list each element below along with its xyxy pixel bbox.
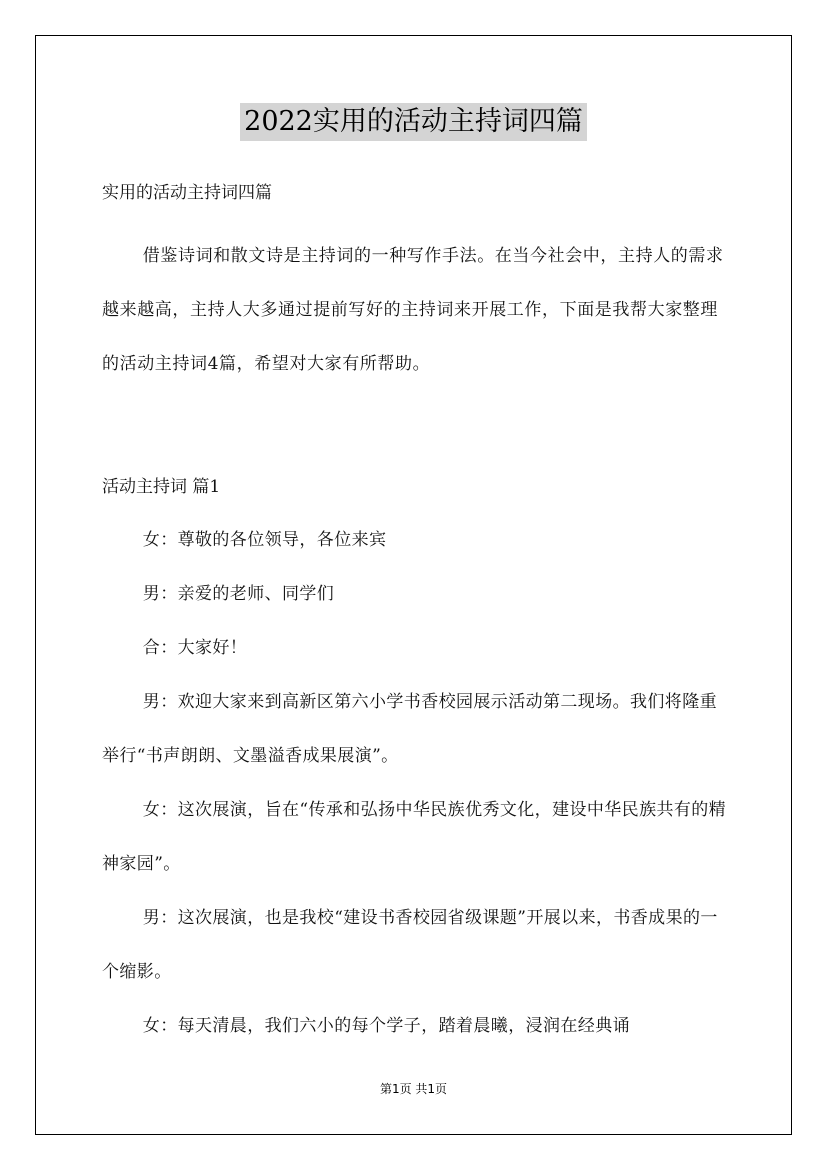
page-number: 第1页 共1页 bbox=[379, 1082, 448, 1096]
document-title: 2022实用的活动主持词四篇 bbox=[240, 103, 587, 141]
intro-paragraph: 借鉴诗词和散文诗是主持词的一种写作手法。在当今社会中，主持人的需求越来越高，主持人大多通过提前写好的主持词来开展工作，下面是我帮大家整理的活动主持词4篇，希望对大家有所帮助。 bbox=[102, 246, 724, 374]
dialogue-line: 女：每天清晨，我们六小的每个学子，踏着晨曦，浸润在经典诵 bbox=[142, 1016, 630, 1036]
title-container bbox=[0, 103, 827, 141]
dialogue-line: 男：这次展演，也是我校“建设书香校园省级课题”开展以来，书香成果的一个缩影。 bbox=[102, 908, 718, 982]
document-body bbox=[102, 175, 728, 1053]
dialogue-line: 合：大家好！ bbox=[142, 638, 248, 658]
dialogue-line: 男：亲爱的老师、同学们 bbox=[142, 584, 335, 604]
dialogue-line: 女：尊敬的各位领导，各位来宾 bbox=[142, 530, 387, 550]
page-footer bbox=[0, 1080, 827, 1097]
dialogue-line: 男：欢迎大家来到高新区第六小学书香校园展示活动第二现场。我们将隆重举行“书声朗朗、文墨溢香成果展演”。 bbox=[102, 692, 717, 766]
document-subtitle: 实用的活动主持词四篇 bbox=[102, 183, 272, 203]
section-heading: 活动主持词 篇1 bbox=[102, 477, 221, 497]
dialogue-line: 女：这次展演，旨在“传承和弘扬中华民族优秀文化，建设中华民族共有的精神家园”。 bbox=[102, 800, 727, 874]
